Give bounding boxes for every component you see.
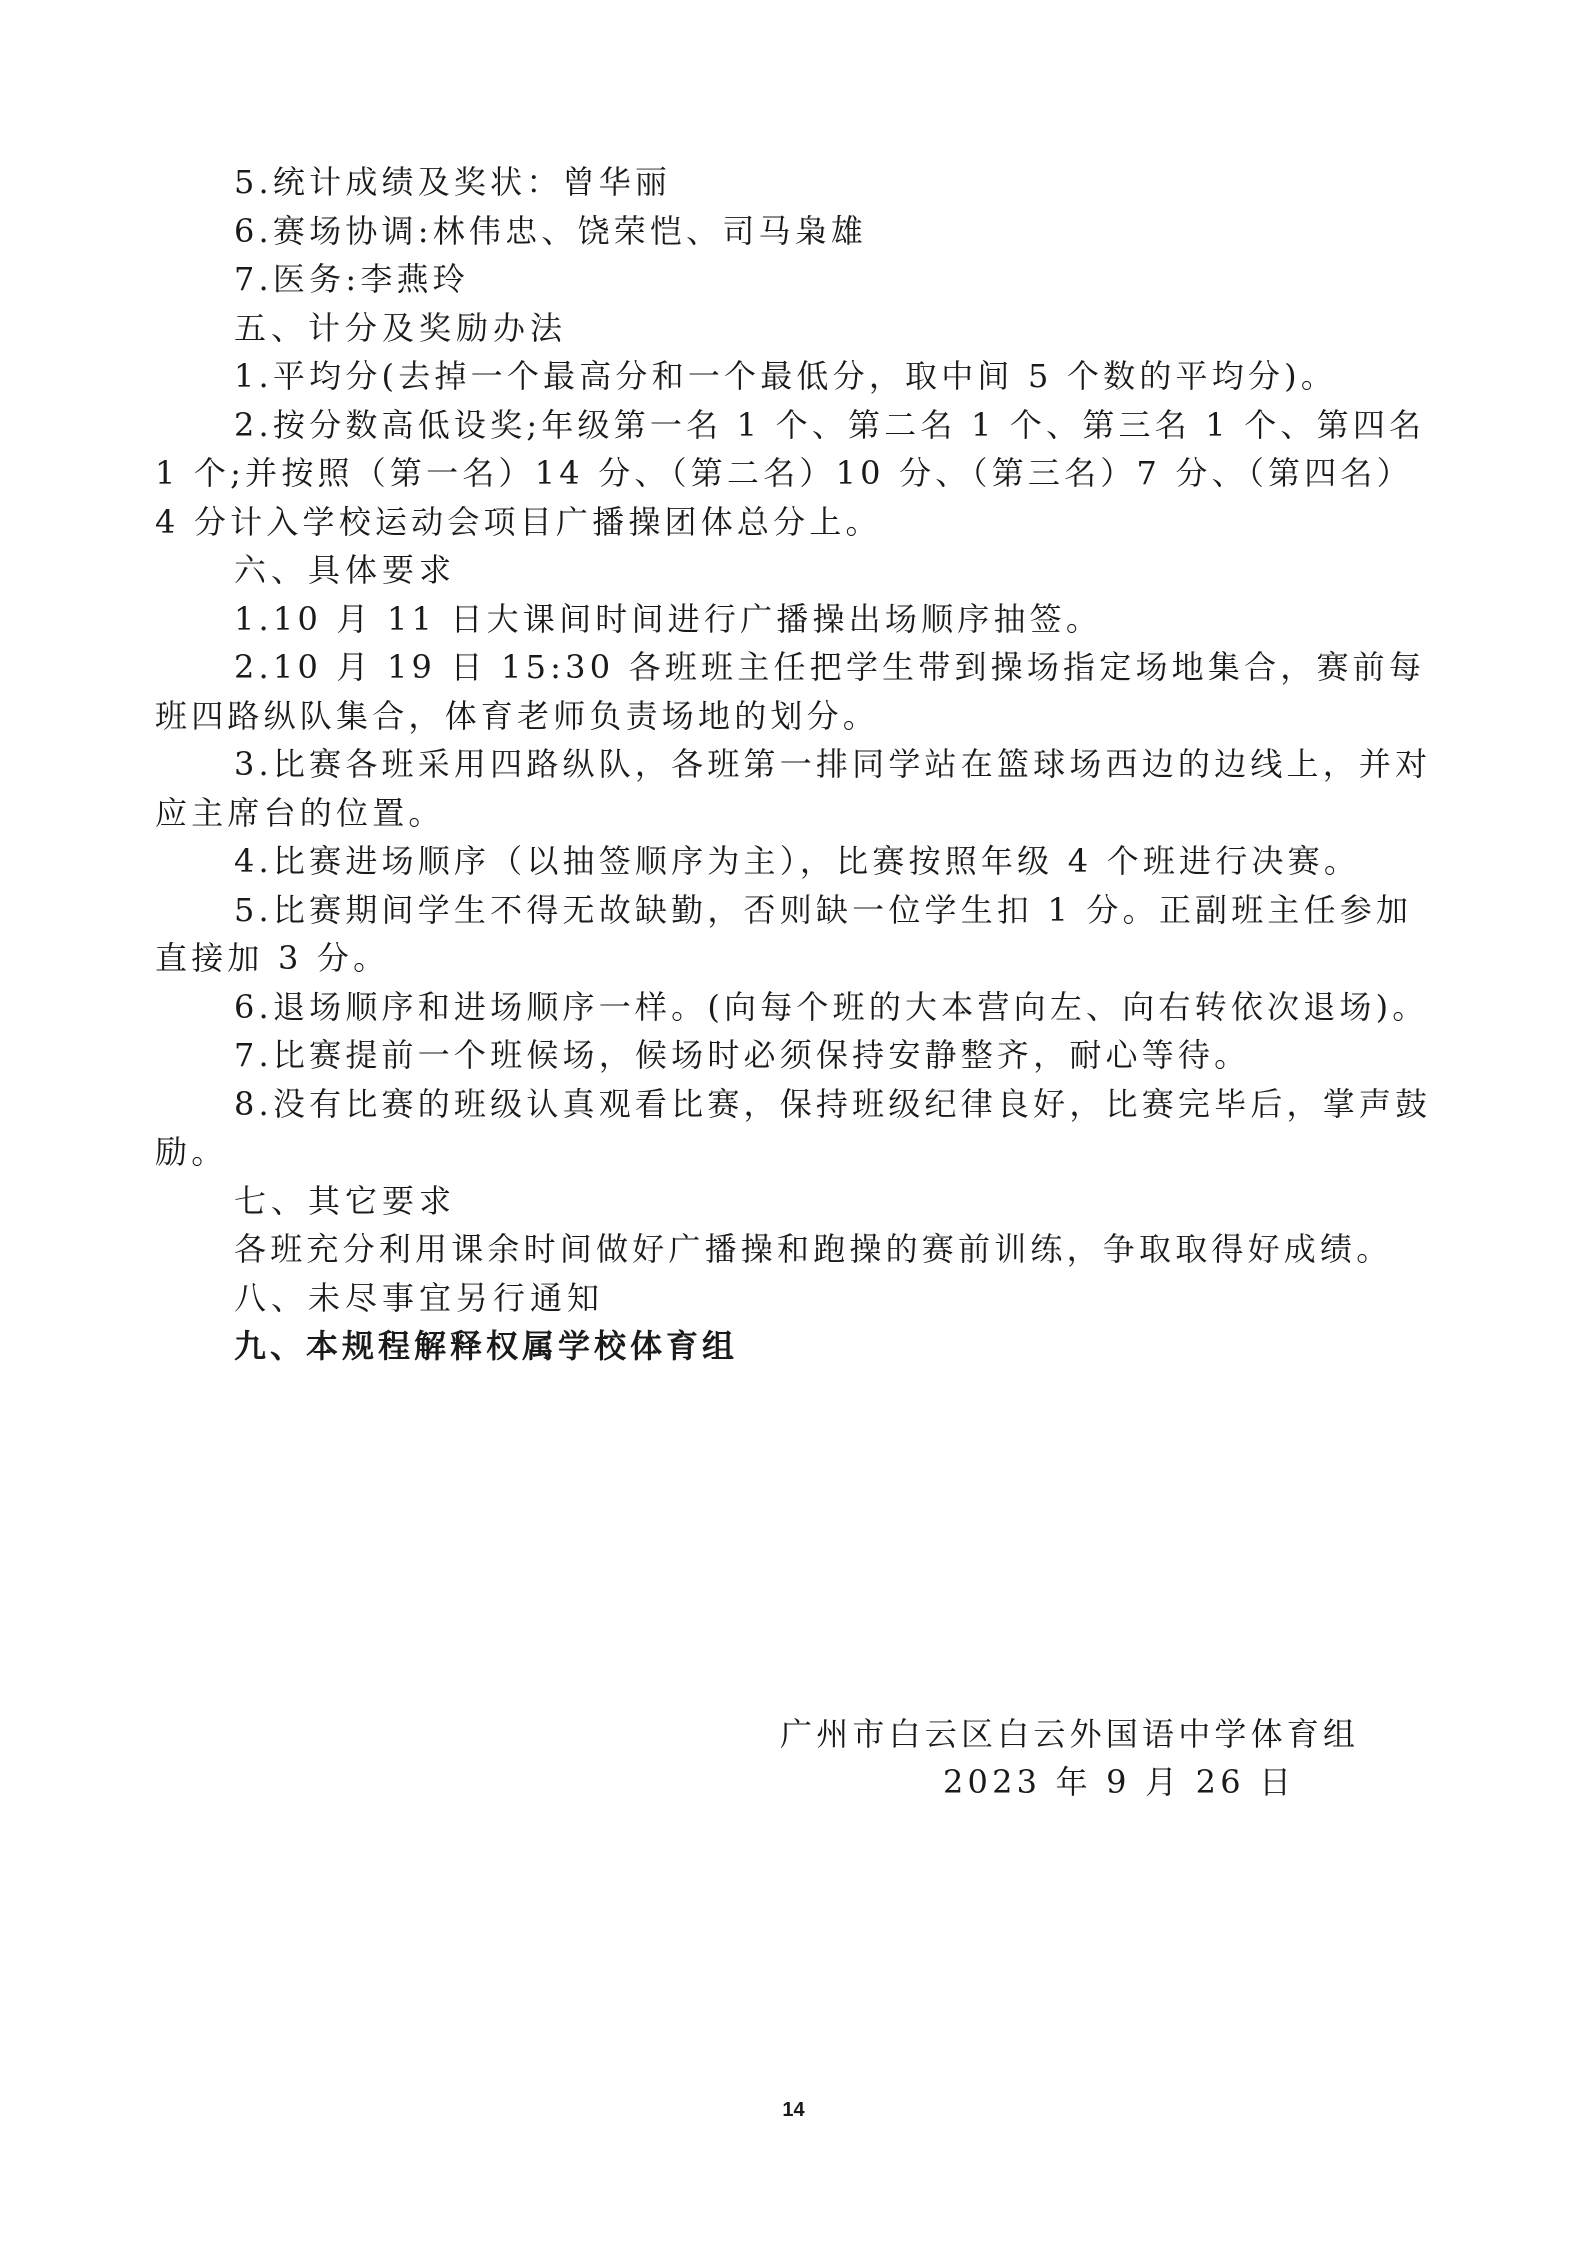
section-heading-scoring: 五、计分及奖励办法 bbox=[234, 308, 568, 347]
section-heading-interpretation: 九、本规程解释权属学校体育组 bbox=[234, 1327, 739, 1365]
paragraph-spectators: 8.没有比赛的班级认真观看比赛，保持班级纪律良好，比赛完毕后，掌声鼓励。 bbox=[155, 1084, 1432, 1171]
document-body bbox=[155, 158, 1435, 1371]
paragraph-draw: 1.10 月 11 日大课间时间进行广播操出场顺序抽签。 bbox=[234, 599, 1103, 638]
paragraph-training: 各班充分利用课余时间做好广播操和跑操的赛前训练，争取取得好成绩。 bbox=[234, 1230, 1393, 1268]
paragraph-assembly: 2.10 月 19 日 15:30 各班班主任把学生带到操场指定场地集合，赛前每班四路纵队集合，体育老师负责场地的划分。 bbox=[155, 648, 1426, 735]
section-heading-other: 七、其它要求 bbox=[234, 1181, 457, 1220]
paragraph-formation: 3.比赛各班采用四路纵队，各班第一排同学站在篮球场西边的边线上，并对应主席台的位置。 bbox=[155, 745, 1432, 832]
signature-organization: 广州市白云区白云外国语中学体育组 bbox=[780, 1715, 1360, 1753]
paragraph-awards-ranking: 2.按分数高低设奖;年级第一名 1 个、第二名 1 个、第三名 1 个、第四名 1 个;并按照（第一名）14 分、（第二名）10 分、（第三名）7 分、（第四名）4 分计入学校运动会项目广播操团体总分上。 bbox=[155, 405, 1426, 541]
paragraph-attendance: 5.比赛期间学生不得无故缺勤，否则缺一位学生扣 1 分。正副班主任参加直接加 3 分。 bbox=[155, 890, 1413, 977]
paragraph-exit-order: 6.退场顺序和进场顺序一样。(向每个班的大本营向左、向右转依次退场)。 bbox=[234, 987, 1429, 1026]
paragraph-stats-awards: 5.统计成绩及奖状：曾华丽 bbox=[234, 163, 672, 201]
signature-block bbox=[780, 1710, 1400, 1806]
paragraph-venue-coordination: 6.赛场协调:林伟忠、饶荣恺、司马枭雄 bbox=[234, 211, 868, 250]
paragraph-entry-order: 4.比赛进场顺序（以抽签顺序为主），比赛按照年级 4 个班进行决赛。 bbox=[234, 842, 1361, 880]
paragraph-medical: 7.医务:李燕玲 bbox=[234, 260, 469, 298]
page-number: 14 bbox=[782, 2099, 805, 2121]
section-heading-pending: 八、未尽事宜另行通知 bbox=[234, 1278, 605, 1317]
paragraph-average-score: 1.平均分(去掉一个最高分和一个最低分，取中间 5 个数的平均分)。 bbox=[234, 357, 1338, 395]
paragraph-waiting: 7.比赛提前一个班候场，候场时必须保持安静整齐，耐心等待。 bbox=[234, 1036, 1251, 1074]
signature-date: 2023 年 9 月 26 日 bbox=[943, 1763, 1296, 1801]
section-heading-requirements: 六、具体要求 bbox=[234, 551, 457, 589]
